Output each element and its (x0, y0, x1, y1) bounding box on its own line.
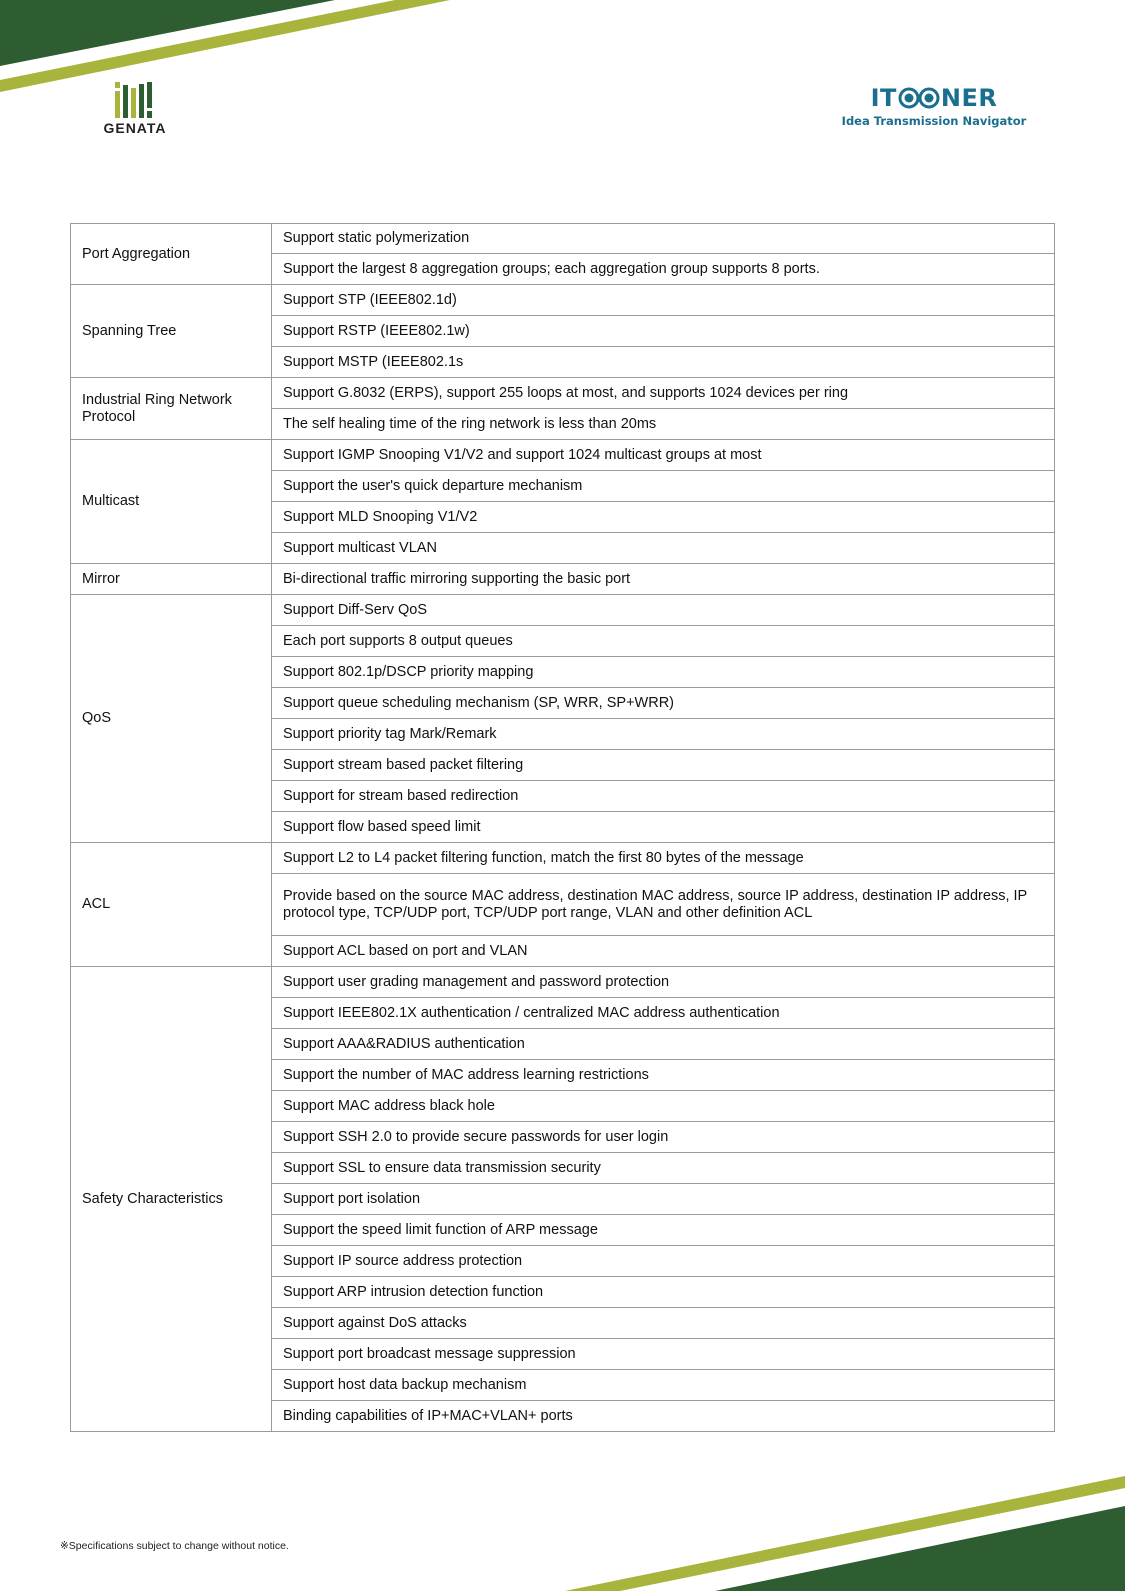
spec-category: Multicast (71, 440, 272, 564)
spec-feature: Bi-directional traffic mirroring supporting the basic port (272, 564, 1055, 595)
spec-feature: Support SSH 2.0 to provide secure passwords for user login (272, 1122, 1055, 1153)
table-row (71, 440, 1055, 471)
table-row (71, 378, 1055, 409)
spec-category: Spanning Tree (71, 285, 272, 378)
itooner-tagline: Idea Transmission Navigator (841, 114, 1027, 128)
double-eye-icon (898, 87, 940, 109)
spec-feature: Support Diff-Serv QoS (272, 595, 1055, 626)
spec-feature: Support host data backup mechanism (272, 1370, 1055, 1401)
spec-feature: Support MAC address black hole (272, 1091, 1055, 1122)
spec-feature: Support AAA&RADIUS authentication (272, 1029, 1055, 1060)
itooner-name-left: IT (870, 84, 897, 112)
spec-feature: Support queue scheduling mechanism (SP, WRR, SP+WRR) (272, 688, 1055, 719)
spec-feature: Support the speed limit function of ARP message (272, 1215, 1055, 1246)
spec-feature: Support MSTP (IEEE802.1s (272, 347, 1055, 378)
spec-feature: Support flow based speed limit (272, 812, 1055, 843)
genata-logo-text: GENATA (103, 120, 167, 136)
itooner-logo (838, 84, 1030, 128)
spec-feature: Binding capabilities of IP+MAC+VLAN+ ports (272, 1401, 1055, 1432)
spec-feature: Support the largest 8 aggregation groups; each aggregation group supports 8 ports. (272, 254, 1055, 285)
spec-feature: Each port supports 8 output queues (272, 626, 1055, 657)
spec-category: Industrial Ring Network Protocol (71, 378, 272, 440)
spec-category: ACL (71, 843, 272, 967)
spec-category: Mirror (71, 564, 272, 595)
spec-feature: Support stream based packet filtering (272, 750, 1055, 781)
spec-feature: Support G.8032 (ERPS), support 255 loops at most, and supports 1024 devices per ring (272, 378, 1055, 409)
spec-feature: Support port broadcast message suppression (272, 1339, 1055, 1370)
itooner-wordmark (871, 84, 998, 112)
spec-feature: Support IEEE802.1X authentication / centralized MAC address authentication (272, 998, 1055, 1029)
spec-feature: Provide based on the source MAC address, destination MAC address, source IP address, destination IP address, IP protocol type, TCP/UDP port, TCP/UDP port range, VLAN and other definition ACL (272, 874, 1055, 936)
footnote: ※Specifications subject to change without notice. (60, 1540, 289, 1552)
spec-feature: The self healing time of the ring network is less than 20ms (272, 409, 1055, 440)
spec-feature: Support against DoS attacks (272, 1308, 1055, 1339)
genata-logo (95, 82, 175, 136)
spec-feature: Support RSTP (IEEE802.1w) (272, 316, 1055, 347)
spec-feature: Support SSL to ensure data transmission security (272, 1153, 1055, 1184)
spec-feature: Support IP source address protection (272, 1246, 1055, 1277)
spec-feature: Support for stream based redirection (272, 781, 1055, 812)
spec-feature: Support MLD Snooping V1/V2 (272, 502, 1055, 533)
spec-feature: Support the number of MAC address learning restrictions (272, 1060, 1055, 1091)
genata-bars-icon (115, 82, 155, 118)
table-row (71, 224, 1055, 254)
table-row (71, 967, 1055, 998)
spec-feature: Support port isolation (272, 1184, 1055, 1215)
table-row (71, 285, 1055, 316)
table-row (71, 564, 1055, 595)
spec-table (70, 223, 1055, 1432)
spec-category: Safety Characteristics (71, 967, 272, 1432)
spec-feature: Support user grading management and password protection (272, 967, 1055, 998)
spec-feature: Support L2 to L4 packet filtering function, match the first 80 bytes of the message (272, 843, 1055, 874)
spec-feature: Support multicast VLAN (272, 533, 1055, 564)
spec-feature: Support 802.1p/DSCP priority mapping (272, 657, 1055, 688)
table-row (71, 843, 1055, 874)
table-row (71, 595, 1055, 626)
spec-feature: Support ARP intrusion detection function (272, 1277, 1055, 1308)
spec-table-body (71, 224, 1055, 1432)
spec-feature: Support STP (IEEE802.1d) (272, 285, 1055, 316)
spec-feature: Support the user's quick departure mechanism (272, 471, 1055, 502)
spec-category: QoS (71, 595, 272, 843)
spec-feature: Support static polymerization (272, 224, 1055, 254)
itooner-name-right: NER (940, 84, 998, 112)
spec-feature: Support priority tag Mark/Remark (272, 719, 1055, 750)
spec-feature: Support IGMP Snooping V1/V2 and support 1024 multicast groups at most (272, 440, 1055, 471)
spec-category: Port Aggregation (71, 224, 272, 285)
spec-feature: Support ACL based on port and VLAN (272, 936, 1055, 967)
